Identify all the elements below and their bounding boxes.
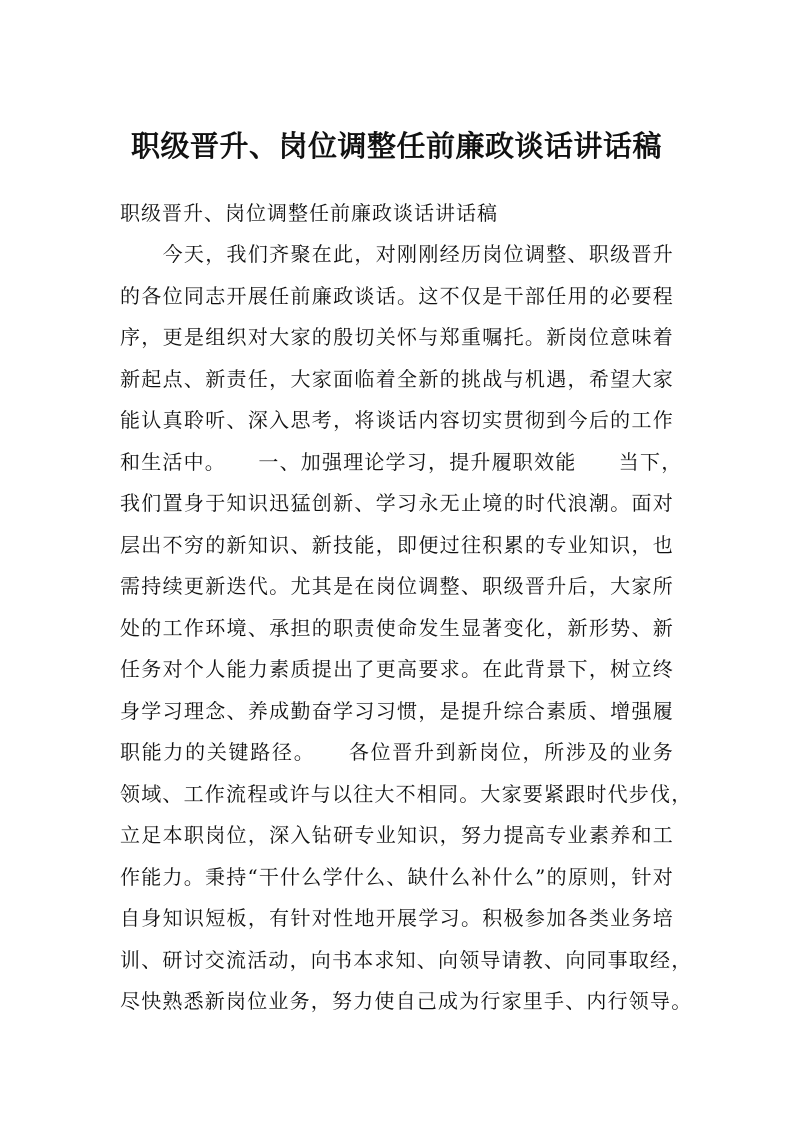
body-line: 层出不穷的新知识、新技能，即便过往积累的专业知识，也 bbox=[120, 532, 674, 557]
body-line: 能认真聆听、深入思考，将谈话内容切实贯彻到今后的工作 bbox=[120, 408, 674, 432]
body-line: 新起点、新责任，大家面临着全新的挑战与机遇，希望大家 bbox=[120, 366, 674, 391]
body-line: 身学习理念、养成勤奋学习习惯，是提升综合素质、增强履 bbox=[120, 698, 674, 723]
body-line: 尽快熟悉新岗位业务，努力使自己成为行家里手、内行领导。 bbox=[120, 989, 693, 1013]
body-line: 任务对个人能力素质提出了更高要求。在此背景下，树立终 bbox=[120, 657, 674, 681]
body-line: 今天，我们齐聚在此，对刚刚经历岗位调整、职级晋升 bbox=[120, 242, 674, 266]
body-line: 领域、工作流程或许与以往大不相同。大家要紧跟时代步伐， bbox=[120, 781, 693, 806]
body-line: 职能力的关键路径。 各位晋升到新岗位，所涉及的业务 bbox=[120, 740, 674, 764]
body-line: 处的工作环境、承担的职责使命发生显著变化，新形势、新 bbox=[120, 615, 674, 640]
body-line: 立足本职岗位，深入钻研专业知识，努力提高专业素养和工 bbox=[120, 823, 674, 847]
document-body bbox=[120, 234, 693, 1023]
body-line: 和生活中。 一、加强理论学习，提升履职效能 当下， bbox=[120, 449, 683, 474]
body-line: 训、研讨交流活动，向书本求知、向领导请教、向同事取经， bbox=[120, 947, 693, 972]
document-title: 职级晋升、岗位调整任前廉政谈话讲话稿 bbox=[130, 129, 662, 163]
body-line: 我们置身于知识迅猛创新、学习永无止境的时代浪潮。面对 bbox=[120, 491, 674, 515]
body-line: 作能力。秉持“干什么学什么、缺什么补什么”的原则，针对 bbox=[120, 864, 674, 889]
body-line: 需持续更新迭代。尤其是在岗位调整、职级晋升后，大家所 bbox=[120, 574, 674, 598]
document-subtitle: 职级晋升、岗位调整任前廉政谈话讲话稿 bbox=[120, 201, 498, 225]
body-line: 的各位同志开展任前廉政谈话。这不仅是干部任用的必要程 bbox=[120, 283, 674, 308]
body-line: 自身知识短板，有针对性地开展学习。积极参加各类业务培 bbox=[120, 906, 674, 930]
body-line: 序，更是组织对大家的殷切关怀与郑重嘱托。新岗位意味着 bbox=[120, 325, 674, 349]
